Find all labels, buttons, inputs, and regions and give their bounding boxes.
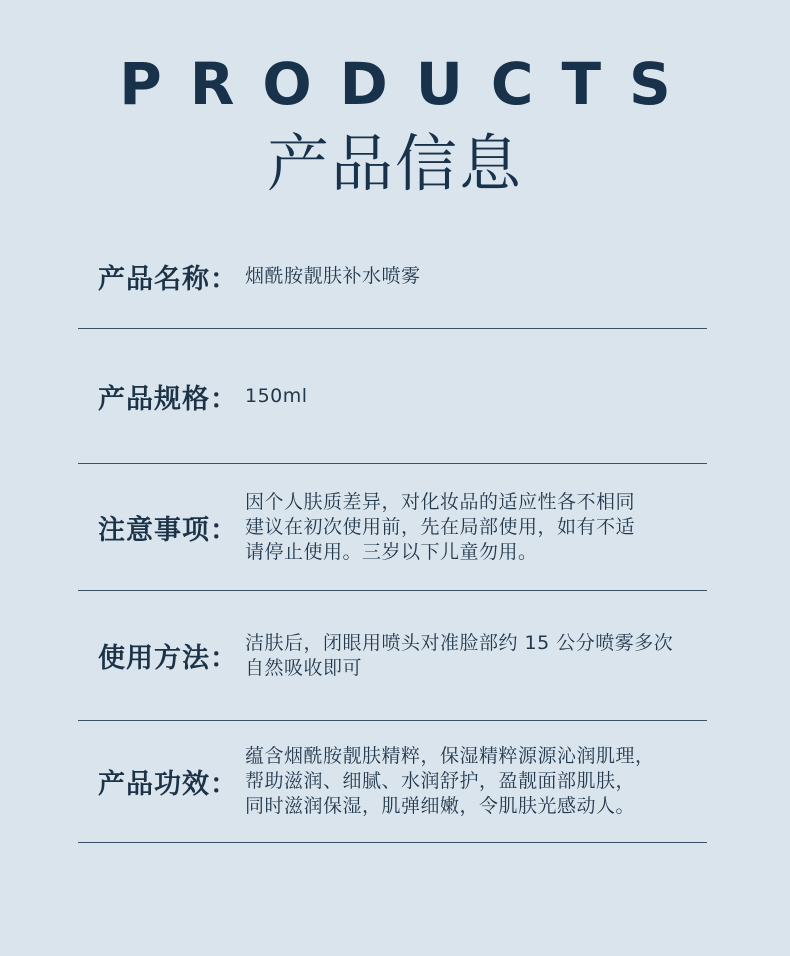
row-value — [245, 384, 707, 409]
row-value — [245, 264, 707, 289]
value-line: 因个人肤质差异，对化妆品的适应性各不相同 — [245, 490, 636, 513]
page-header — [0, 52, 790, 200]
row-product-spec — [78, 329, 707, 464]
value-line: 洁肤后，闭眼用喷头对准脸部约 15 公分喷雾多次 — [245, 631, 674, 654]
row-usage — [78, 591, 707, 721]
value-line: 150ml — [245, 384, 308, 407]
value-line: 蕴含烟酰胺靓肤精粹，保湿精粹源源沁润肌理， — [245, 745, 655, 767]
product-info-table — [78, 224, 707, 843]
row-precautions — [78, 464, 707, 591]
title-chinese: 产品信息 — [266, 127, 523, 200]
row-label: 产品名称： — [98, 263, 238, 295]
value-line: 帮助滋润、细腻、水润舒护，盈靓面部肌肤， — [245, 770, 636, 792]
row-efficacy — [78, 721, 707, 843]
title-english: PRODUCTS — [119, 50, 699, 118]
value-line: 自然吸收即可 — [245, 656, 363, 679]
row-product-name — [78, 224, 707, 329]
row-label: 注意事项： — [98, 514, 238, 546]
row-value — [245, 490, 707, 565]
value-line: 烟酰胺靓肤补水喷雾 — [245, 264, 421, 287]
row-label: 使用方法： — [98, 643, 238, 674]
row-value — [245, 744, 707, 819]
row-value — [245, 631, 707, 681]
value-line: 请停止使用。三岁以下儿童勿用。 — [245, 540, 538, 563]
row-label: 产品规格： — [98, 383, 238, 415]
row-label: 产品功效： — [98, 769, 238, 800]
value-line: 建议在初次使用前，先在局部使用，如有不适 — [245, 515, 636, 538]
value-line: 同时滋润保湿，肌弹细嫩，令肌肤光感动人。 — [245, 795, 636, 817]
